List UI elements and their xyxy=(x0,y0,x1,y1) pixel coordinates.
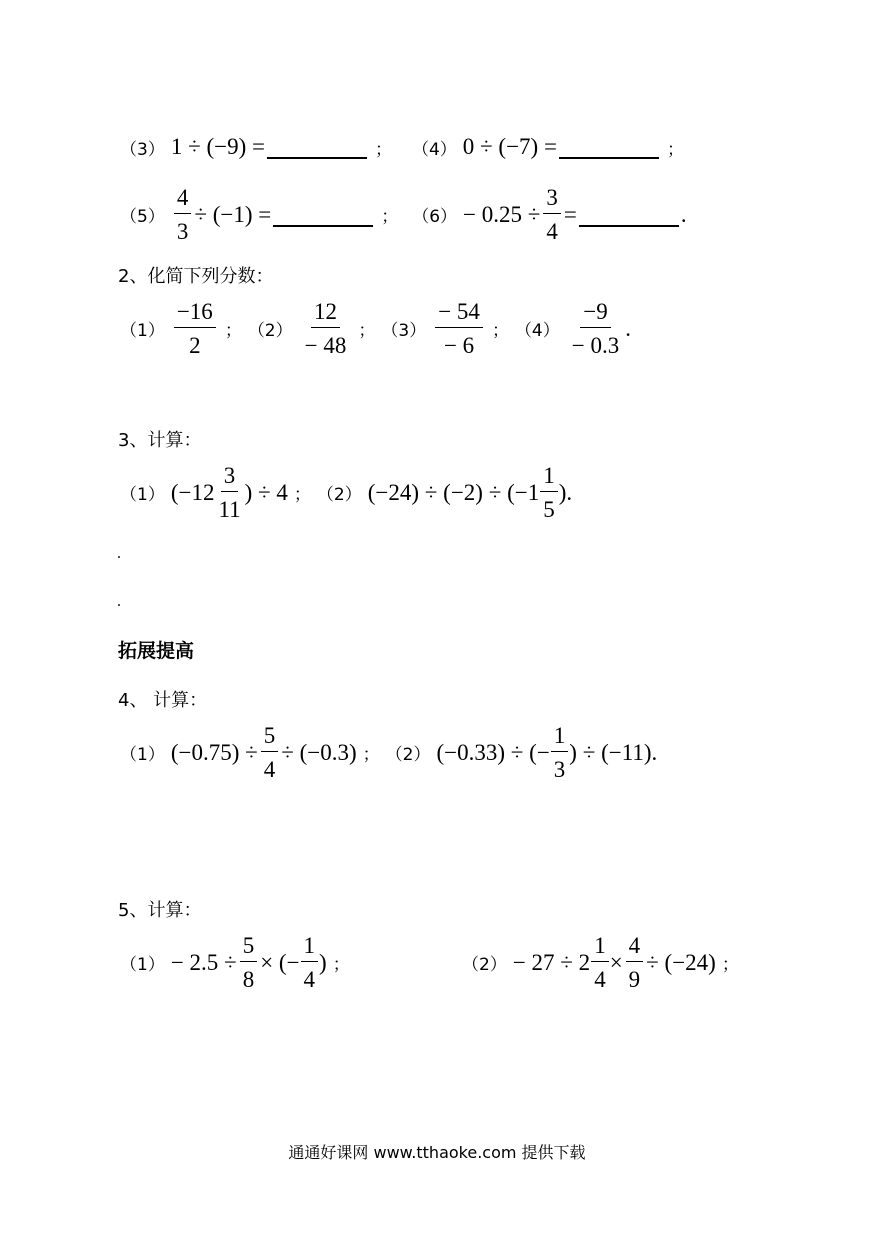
q4-2-post: ) ÷ (−11) xyxy=(569,739,652,765)
q5-2-post: ÷ (−24) xyxy=(646,949,716,975)
q1-4-expr: 0 ÷ (−7) = xyxy=(462,134,557,159)
q5-2-fraction-b xyxy=(626,934,644,991)
q1-row-2 xyxy=(120,186,687,243)
q4-2-fraction xyxy=(551,724,569,781)
fraction-denominator: − 0.3 xyxy=(571,333,620,358)
q3-row xyxy=(120,464,572,521)
q1-3-label: （3） xyxy=(120,139,165,160)
fraction-denominator: 3 xyxy=(176,219,189,244)
q1-6-label: （6） xyxy=(412,207,458,227)
fraction-numerator: −16 xyxy=(174,300,216,328)
fraction-numerator: 5 xyxy=(261,724,279,752)
q3-1-fraction xyxy=(215,464,243,521)
q1-3-expr: 1 ÷ (−9) = xyxy=(170,134,265,159)
q1-3-answer-blank[interactable] xyxy=(267,135,367,159)
q5-2-label: （2） xyxy=(462,955,507,975)
q5-title: 5、计算： xyxy=(118,900,202,921)
fraction-denominator: 9 xyxy=(628,967,641,992)
q3-2-pre: (−24) ÷ (−2) ÷ (−1 xyxy=(367,479,540,505)
q3-title: 3、计算： xyxy=(118,430,202,451)
fraction-numerator: 1 xyxy=(551,724,569,752)
q2-1-end: ； xyxy=(224,321,242,341)
q5-1-pre: − 2.5 ÷ xyxy=(170,949,237,975)
q1-6-expr2: = xyxy=(563,201,577,227)
q2-3-fraction xyxy=(435,300,483,357)
q3-1-post: ) ÷ 4 xyxy=(244,479,288,505)
q1-4-label: （4） xyxy=(411,139,457,160)
q5-1-post: ) xyxy=(319,949,327,975)
fraction-denominator: − 48 xyxy=(304,333,347,358)
q2-row xyxy=(120,300,631,357)
q5-2-mid: × xyxy=(609,949,623,975)
q2-4-label: （4） xyxy=(514,321,560,341)
fraction-numerator: 12 xyxy=(311,300,340,328)
q3-1-pre: (−12 xyxy=(170,479,215,505)
stray-dot xyxy=(118,604,120,606)
fraction-numerator: − 54 xyxy=(435,300,483,328)
q1-6-expr1: − 0.25 ÷ xyxy=(463,201,541,227)
q2-1-label: （1） xyxy=(120,321,165,341)
fraction-denominator: 4 xyxy=(546,219,558,244)
section-title: 拓展提高 xyxy=(118,640,195,662)
q1-6-answer-blank[interactable] xyxy=(579,203,679,227)
q1-4-end: ； xyxy=(666,139,684,160)
q2-2-end: ； xyxy=(358,321,376,341)
q3-1-end: ； xyxy=(293,485,311,505)
q5-1-label: （1） xyxy=(120,955,165,975)
fraction-numerator: 1 xyxy=(301,934,319,962)
q4-title: 4、 计算： xyxy=(118,690,208,711)
q4-1-pre: (−0.75) ÷ xyxy=(170,739,258,765)
q4-1-label: （1） xyxy=(120,745,165,765)
q4-1-fraction xyxy=(261,724,279,781)
stray-dot xyxy=(118,556,120,558)
fraction-denominator: 8 xyxy=(242,967,255,992)
q3-2-fraction xyxy=(540,464,558,521)
fraction-denominator: 5 xyxy=(543,497,555,522)
q2-4-fraction xyxy=(569,300,622,357)
fraction-denominator: 2 xyxy=(189,333,201,358)
fraction-numerator: −9 xyxy=(580,300,610,328)
q1-6-end: . xyxy=(680,201,687,227)
fraction-denominator: − 6 xyxy=(443,333,475,358)
fraction-numerator: 1 xyxy=(591,934,609,962)
q2-2-fraction xyxy=(302,300,350,357)
q5-2-pre: − 27 ÷ 2 xyxy=(512,949,591,975)
q5-1-end: ； xyxy=(332,955,350,975)
fraction-numerator: 1 xyxy=(540,464,558,492)
q1-3-end: ； xyxy=(374,139,392,160)
q4-2-pre: (−0.33) ÷ (− xyxy=(436,739,550,765)
fraction-denominator: 3 xyxy=(553,757,566,782)
q2-4-end: . xyxy=(625,315,631,341)
q5-2-fraction-a xyxy=(591,934,609,991)
q1-5-label: （5） xyxy=(120,207,165,227)
q5-part-2 xyxy=(462,934,745,991)
fraction-numerator: 3 xyxy=(221,464,239,492)
q1-6-fraction xyxy=(543,186,561,243)
q1-4-answer-blank[interactable] xyxy=(559,135,659,159)
q2-1-fraction xyxy=(174,300,216,357)
q1-5-end: ； xyxy=(381,207,399,227)
q3-2-end: . xyxy=(566,479,573,505)
q1-row-1 xyxy=(120,134,690,160)
q5-2-end: ； xyxy=(721,955,739,975)
q1-5-fraction xyxy=(174,186,192,243)
q3-1-label: （1） xyxy=(120,485,165,505)
q2-3-end: ； xyxy=(491,321,509,341)
q2-title: 2、化简下列分数： xyxy=(118,266,274,287)
q1-5-answer-blank[interactable] xyxy=(273,203,373,227)
fraction-numerator: 5 xyxy=(240,934,258,962)
fraction-denominator: 4 xyxy=(303,967,316,992)
fraction-numerator: 3 xyxy=(543,186,561,214)
q4-2-end: . xyxy=(651,739,658,765)
q4-row xyxy=(120,724,657,781)
q4-1-post: ÷ (−0.3) xyxy=(281,739,357,765)
footer-text: 通通好课网 www.tthaoke.com 提供下载 xyxy=(288,1143,586,1162)
q4-1-end: ； xyxy=(362,745,380,765)
q2-3-label: （3） xyxy=(381,321,427,341)
fraction-numerator: 4 xyxy=(626,934,644,962)
q3-2-post: ) xyxy=(558,479,567,505)
q5-1-fraction-a xyxy=(240,934,258,991)
q5-1-mid: × (− xyxy=(260,949,300,975)
fraction-denominator: 4 xyxy=(263,757,276,782)
fraction-denominator: 4 xyxy=(594,967,606,992)
fraction-numerator: 4 xyxy=(174,186,192,214)
fraction-denominator: 11 xyxy=(218,497,241,522)
q5-part-1 xyxy=(120,934,356,991)
q1-5-expr: ÷ (−1) = xyxy=(194,201,272,227)
q3-2-label: （2） xyxy=(316,485,362,505)
q4-2-label: （2） xyxy=(385,745,431,765)
q2-2-label: （2） xyxy=(247,321,293,341)
q5-1-fraction-b xyxy=(301,934,319,991)
